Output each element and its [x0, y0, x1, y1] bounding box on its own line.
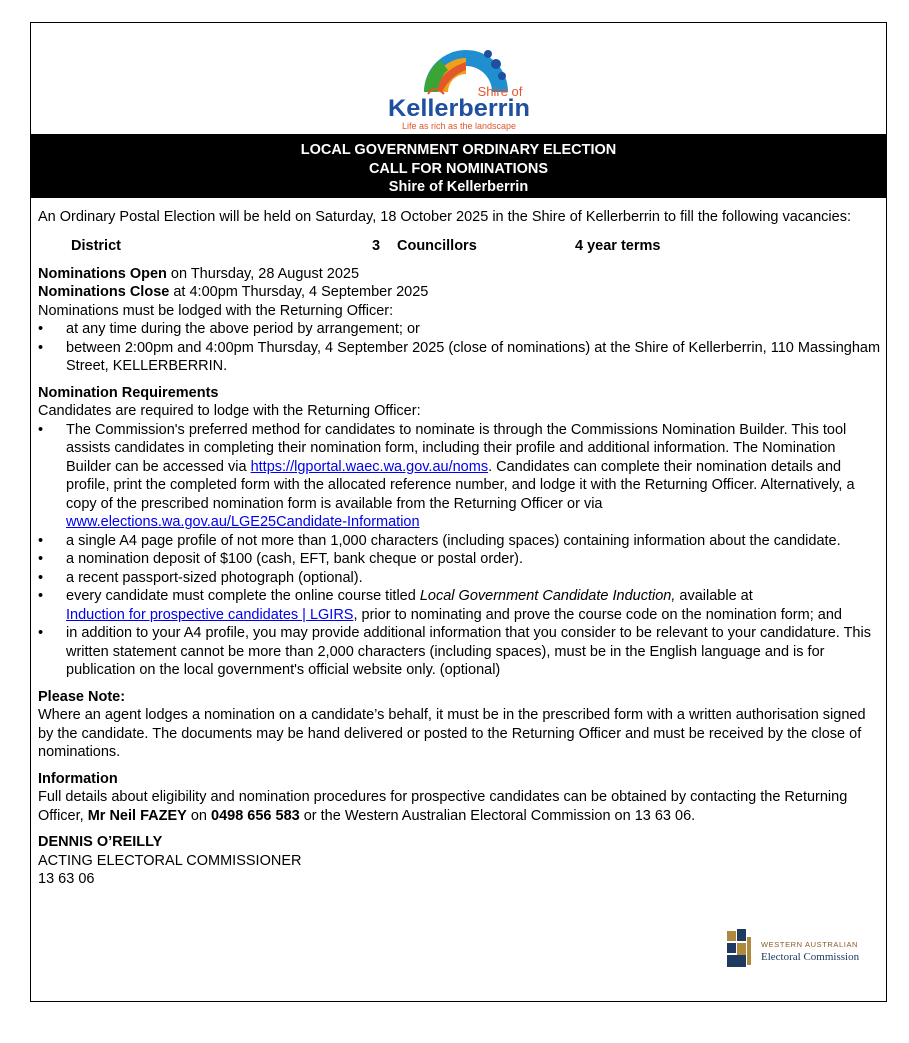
- course-title: Local Government Candidate Induction,: [419, 588, 676, 604]
- vacancy-row: [38, 227, 881, 257]
- information-text-b: on: [186, 807, 211, 824]
- title-banner: [31, 134, 886, 198]
- list-item: [38, 421, 881, 532]
- election-notice: [30, 22, 887, 1002]
- list-item: • a nomination deposit of $100 (cash, EFT, bank cheque or postal order).: [38, 550, 881, 569]
- waec-logo: [725, 927, 875, 973]
- nominations-open-text: on Thursday, 28 August 2025: [166, 265, 360, 282]
- lodgement-list: [38, 320, 881, 376]
- vacancy-term: 4 year terms: [575, 237, 661, 254]
- nominations-close-label: Nominations Close: [38, 284, 170, 300]
- vacancy-role: Councillors: [397, 237, 477, 254]
- waec-logo-line-1: WESTERN AUSTRALIAN: [761, 940, 859, 949]
- induction-link[interactable]: Induction for prospective candidates | LGIRS: [66, 606, 354, 623]
- requirements-heading: Nomination Requirements: [38, 384, 219, 401]
- nominations-lodged: Nominations must be lodged with the Returning Officer:: [38, 302, 394, 319]
- requirement-text: every candidate must complete the online course titled: [66, 588, 420, 604]
- vacancy-ward: District: [71, 237, 121, 254]
- nomination-builder-link[interactable]: https://lgportal.waec.wa.gov.au/noms: [250, 458, 489, 475]
- requirement-text: , prior to nominating and prove the course code on the nomination form; and: [353, 606, 842, 623]
- list-item: [38, 587, 881, 624]
- notice-body: [38, 208, 881, 889]
- nominations-close: [38, 283, 881, 302]
- banner-line-1: LOCAL GOVERNMENT ORDINARY ELECTION: [300, 142, 617, 158]
- banner-line-2: CALL FOR NOMINATIONS: [368, 160, 549, 177]
- shire-logo: [384, 30, 534, 134]
- requirements-intro: Candidates are required to lodge with the Returning Officer:: [38, 403, 421, 419]
- list-item: • in addition to your A4 profile, you may provide additional information that you consider to be relevant to your candidature. This written statement cannot be more than 2,000 characters (including spaces), must be in the English language and is for publication on the local government's official website only. (optional): [38, 624, 881, 680]
- signatory-title: ACTING ELECTORAL COMMISSIONER: [38, 852, 302, 869]
- requirements-section: [38, 384, 881, 680]
- returning-officer-phone: 0498 656 583: [211, 807, 300, 824]
- note-text: Where an agent lodges a nomination on a candidate’s behalf, it must be in the prescribed form with a written authorisation signed by the candidate. The documents may be hand delivered or posted to the Returning Officer and must be received by the close of nominations.: [38, 707, 866, 760]
- nominations-section: [38, 265, 881, 376]
- list-item: • a recent passport-sized photograph (optional).: [38, 569, 881, 588]
- signatory-phone: 13 63 06: [38, 871, 95, 887]
- list-item: • at any time during the above period by arrangement; or: [38, 320, 881, 339]
- waec-logo-line-2: Electoral Commission: [761, 951, 860, 963]
- requirements-list: [38, 421, 881, 680]
- returning-officer-name: Mr Neil FAZEY: [87, 807, 187, 824]
- requirement-text: The Commission's preferred method for candidates to nominate is through the Commissions Nomination Builder. This tool assists candidates in completing their nomination form, including their profile and additional information. The Nomination Builder can be accessed via: [66, 421, 847, 475]
- information-text: [38, 788, 881, 825]
- information-heading: Information: [38, 770, 118, 787]
- list-item: • between 2:00pm and 4:00pm Thursday, 4 September 2025 (close of nominations) at the Shire of Kellerberrin, 110 Massingham Street, KELLERBERRIN.: [38, 339, 881, 376]
- nominations-close-text: at 4:00pm Thursday, 4 September 2025: [169, 284, 429, 300]
- note-section: [38, 688, 881, 762]
- intro-paragraph: An Ordinary Postal Election will be held on Saturday, 18 October 2025 in the Shire of Kellerberrin to fill the following vacancies:: [38, 209, 851, 225]
- logo-shire-of: Shire of: [477, 84, 523, 99]
- signatory-name: DENNIS O’REILLY: [38, 834, 163, 850]
- banner-line-3: Shire of Kellerberrin: [388, 179, 529, 195]
- signature-block: [38, 833, 881, 889]
- note-heading: Please Note:: [38, 688, 126, 705]
- requirement-text: . Candidates can complete their nomination details and profile, print the completed form with the allocated reference number, and lodge it with the Returning Officer. Alternatively, a copy of the prescribed nomination form is available from the Returning Officer or via: [66, 458, 855, 512]
- vacancy-count: 3: [372, 237, 381, 254]
- information-text-c: or the Western Australian Electoral Commission on 13 63 06.: [299, 807, 696, 824]
- list-item: • a single A4 page profile of not more than 1,000 characters (including spaces) containing information about the candidate.: [38, 532, 881, 551]
- information-section: [38, 770, 881, 826]
- candidate-information-link[interactable]: www.elections.wa.gov.au/LGE25Candidate-Information: [66, 514, 420, 530]
- logo-tagline: Life as rich as the landscape: [401, 121, 517, 131]
- nominations-open-label: Nominations Open: [38, 265, 167, 282]
- nominations-open: [38, 265, 881, 284]
- logo-name: Kellerberrin: [388, 95, 530, 122]
- requirement-text: available at: [675, 588, 753, 604]
- logo-area: [31, 23, 886, 134]
- information-text-a: Full details about eligibility and nomination procedures for prospective candidates can be obtained by contacting the Returning Officer,: [38, 789, 848, 824]
